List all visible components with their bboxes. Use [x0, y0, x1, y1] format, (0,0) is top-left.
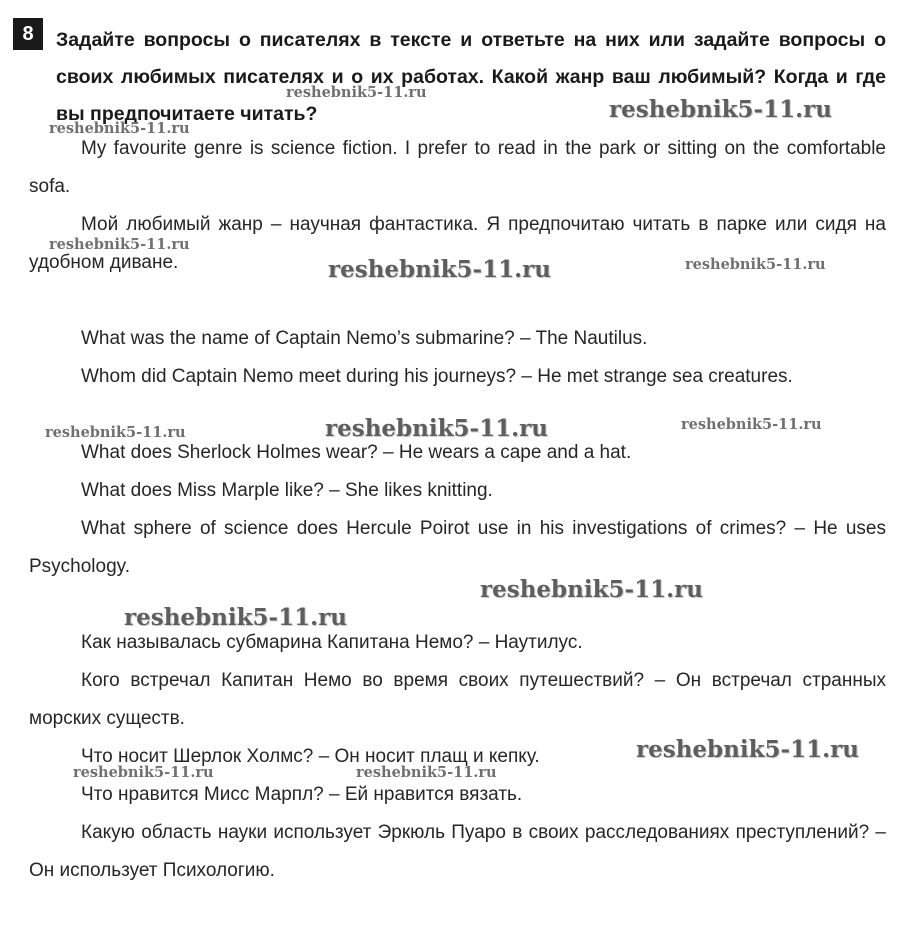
- qa-item-en-nemo-meet: Whom did Captain Nemo meet during his journeys? – He met strange sea creatures.: [81, 366, 793, 387]
- watermark: reshebnik5-11.ru: [49, 236, 190, 253]
- watermark: reshebnik5-11.ru: [49, 120, 190, 137]
- watermark: reshebnik5-11.ru: [73, 764, 214, 781]
- watermark: reshebnik5-11.ru: [328, 256, 551, 283]
- watermark: reshebnik5-11.ru: [356, 764, 497, 781]
- qa-item-en-holmes: What does Sherlock Holmes wear? – He wears a cape and a hat.: [81, 442, 632, 463]
- watermark: reshebnik5-11.ru: [325, 415, 548, 442]
- qa-item-ru-poirot: Какую область науки использует Эркюль Пуаро в своих расследованиях преступлений? – Он использует Психологию.: [29, 822, 886, 881]
- qa-item-ru-nemo-submarine: Как называлась субмарина Капитана Немо? – Наутилус.: [81, 632, 583, 653]
- qa-item-en-poirot: What sphere of science does Hercule Poirot use in his investigations of crimes? – He uses Psychology.: [29, 518, 886, 577]
- answer-paragraph-en: My favourite genre is science fiction. I prefer to read in the park or sitting on the comfortable sofa.: [29, 138, 886, 197]
- qa-item-ru-marple: Что нравится Мисс Марпл? – Ей нравится вязать.: [81, 784, 523, 805]
- task-heading: Задайте вопросы о писателях в тексте и ответьте на них или задайте вопросы о своих любимых писателях и о их работах. Какой жанр ваш любимый? Когда и где вы предпочитаете читать?: [56, 29, 886, 125]
- task-number-badge: 8: [13, 18, 43, 50]
- qa-item-ru-holmes: Что носит Шерлок Холмс? – Он носит плащ и кепку.: [81, 746, 540, 767]
- watermark: reshebnik5-11.ru: [636, 736, 859, 763]
- watermark: reshebnik5-11.ru: [685, 256, 826, 273]
- qa-item-en-marple: What does Miss Marple like? – She likes knitting.: [81, 480, 493, 501]
- watermark: reshebnik5-11.ru: [609, 96, 832, 123]
- qa-item-ru-nemo-meet: Кого встречал Капитан Немо во время своих путешествий? – Он встречал странных морских существ.: [29, 670, 886, 729]
- watermark: reshebnik5-11.ru: [286, 84, 427, 101]
- qa-item-en-nemo-submarine: What was the name of Captain Nemo’s submarine? – The Nautilus.: [81, 328, 648, 349]
- watermark: reshebnik5-11.ru: [124, 604, 347, 631]
- watermark: reshebnik5-11.ru: [681, 416, 822, 433]
- watermark: reshebnik5-11.ru: [45, 424, 186, 441]
- watermark: reshebnik5-11.ru: [480, 576, 703, 603]
- answer-paragraph-ru: Мой любимый жанр – научная фантастика. Я предпочитаю читать в парке или сидя на удобном диване.: [29, 214, 886, 273]
